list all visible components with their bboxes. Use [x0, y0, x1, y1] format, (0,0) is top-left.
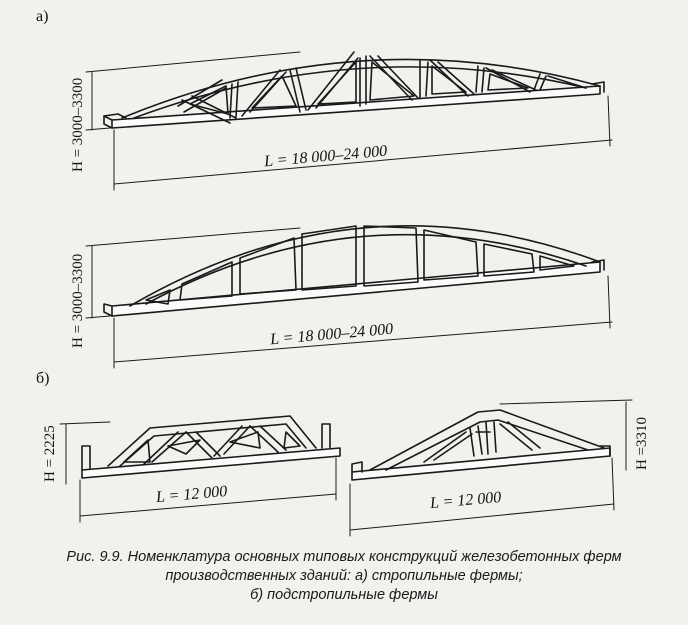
dimensions-a2	[86, 228, 612, 368]
figure-caption	[0, 548, 688, 605]
truss-a1-height-label: H = 3000–3300	[70, 77, 86, 172]
caption-line-3: б) подстропильные фермы	[250, 587, 438, 603]
truss-a2-span-label: L = 18 000–24 000	[269, 320, 394, 349]
truss-b1-height-label: H = 2225	[42, 425, 58, 482]
truss-a1-span-label: L = 18 000–24 000	[263, 142, 388, 171]
caption-line-2: производственных зданий: а) стропильные фермы;	[165, 568, 523, 584]
section-b-label: б)	[36, 370, 50, 387]
section-a-label: а)	[36, 8, 49, 25]
truss-a2	[104, 226, 604, 316]
truss-b1	[82, 416, 340, 478]
truss-b2-span-label: L = 12 000	[429, 488, 502, 513]
truss-a2-height-label: H = 3000–3300	[70, 253, 86, 348]
truss-b2-height-label: H =3310	[634, 416, 650, 470]
caption-line-1: Рис. 9.9. Номенклатура основных типовых конструкций железобетонных ферм	[66, 549, 622, 565]
truss-b2	[352, 410, 610, 480]
truss-b1-span-label: L = 12 000	[155, 482, 228, 507]
